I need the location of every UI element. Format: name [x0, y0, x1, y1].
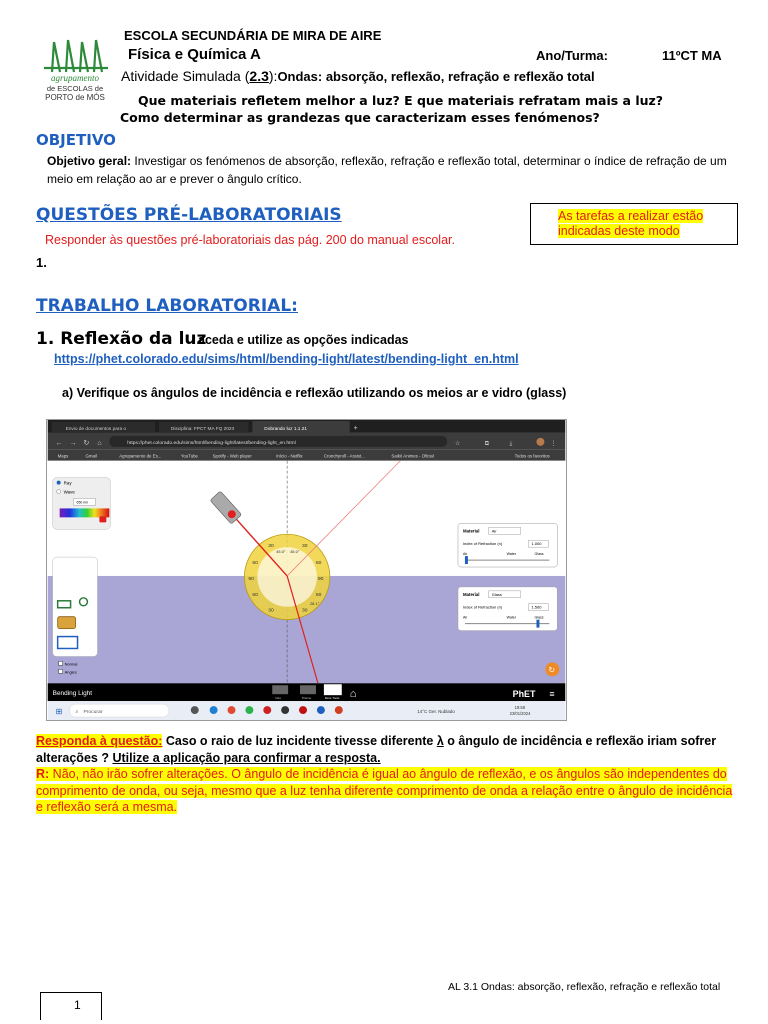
bookmark-7[interactable]: Crunchyroll - Assist...	[323, 453, 365, 459]
task-legend-box	[530, 203, 738, 245]
weather-widget[interactable]: 14°C Ger. Nublado	[417, 709, 455, 715]
chrome-icon[interactable]	[228, 706, 236, 714]
menu-icon[interactable]: ⋮	[550, 440, 557, 447]
windows-start-icon[interactable]: ⊞	[55, 707, 63, 717]
angle-reflect-label: 45.0°	[290, 549, 300, 555]
prelab-heading: QUESTÕES PRÉ-LABORATORIAIS	[36, 205, 342, 225]
taskbar-apps	[191, 706, 343, 714]
task-legend-line-2: indicadas deste modo	[558, 224, 680, 238]
angles-checkbox-label: Angles	[64, 669, 77, 675]
wave-radio-label: Wave	[63, 489, 75, 495]
guiding-question-2: Como determinar as grandezas que caracterizam esses fenómenos?	[120, 110, 600, 125]
page-number: 1	[74, 998, 81, 1012]
bottom-index-slider-thumb[interactable]	[536, 620, 539, 628]
nav-more-tools-label: More Tools	[324, 696, 340, 701]
activity-line	[121, 68, 595, 84]
protractor-tick-3: 60	[252, 561, 258, 567]
guiding-question-1: Que materiais refletem melhor a luz? E que materiais refratam mais a luz?	[138, 93, 664, 108]
browser-tab-2-label: Disciplina: FPCT MA FQ 2023	[170, 426, 235, 432]
bottom-material-label: Material	[462, 591, 480, 597]
ano-turma-label: Ano/Turma:	[536, 48, 608, 63]
wavelength-spectrum-slider[interactable]	[60, 508, 110, 517]
browser-tab-3-label: Dobrando luz 1.1.21	[264, 426, 308, 432]
app-icon-6[interactable]	[281, 706, 289, 714]
bookmark-1[interactable]: Maps	[57, 453, 69, 459]
question-part-2: o ângulo de incidência e reflexão iriam sofrer alterações ?	[36, 734, 717, 765]
taskbar-search-placeholder: Procurar	[83, 710, 103, 716]
activity-number: 2.3	[249, 68, 269, 84]
angles-checkbox[interactable]	[59, 669, 63, 673]
bookmark-2[interactable]: Gmail	[85, 453, 97, 459]
browser-tab-1-label: Envio de documentos para o	[65, 426, 127, 432]
bookmark-6[interactable]: Início - Netflix	[276, 453, 303, 459]
footer-text: AL 3.1 Ondas: absorção, reflexão, refração e reflexão total	[448, 981, 721, 993]
new-tab-icon[interactable]: +	[353, 424, 358, 432]
task-legend-line-1: As tarefas a realizar estão	[558, 209, 704, 223]
objetivo-label: Objetivo geral:	[47, 154, 132, 168]
wavelength-value: 650 nm	[76, 500, 89, 505]
bookmark-5[interactable]: Spotify - Web player	[212, 453, 252, 459]
protractor-tick-8: 60	[315, 592, 322, 598]
protractor-tick-4: 60	[315, 561, 322, 567]
wavelength-slider-thumb[interactable]	[99, 516, 106, 522]
prelab-item: 1.	[36, 255, 47, 270]
section-title: Reflexão da luz	[60, 329, 207, 349]
normal-checkbox[interactable]	[59, 661, 63, 665]
bottom-slider-label-air: Air	[462, 615, 468, 620]
nav-prisms[interactable]	[300, 685, 316, 694]
phet-menu-icon[interactable]: ≡	[549, 689, 555, 700]
page-number-tab	[40, 992, 102, 1020]
bookmark-8[interactable]: Saikō Animes - Oficial	[391, 453, 434, 459]
school-name: ESCOLA SECUNDÁRIA DE MIRA DE AIRE	[124, 28, 382, 43]
spotify-icon[interactable]	[245, 706, 253, 714]
objetivo-heading: OBJETIVO	[36, 131, 116, 149]
objetivo-text	[47, 152, 737, 188]
protractor-tick-6: 90	[317, 576, 324, 582]
nav-intro[interactable]	[272, 685, 288, 694]
protractor-tick-2: 30	[302, 544, 308, 550]
question-cta: Utilize a aplicação para confirmar a resposta.	[112, 750, 381, 765]
question-part-1: Caso o raio de luz incidente tivesse diferente	[162, 734, 437, 748]
bottom-index-value: 1.500	[531, 604, 542, 610]
app-icon-9[interactable]	[335, 706, 343, 714]
top-material-label: Material	[462, 528, 480, 534]
protractor-tick-5: 90	[248, 576, 254, 582]
lab-heading: TRABALHO LABORATORIAL:	[36, 296, 298, 316]
bookmark-folder[interactable]: Todos os favoritos	[514, 453, 550, 459]
section-note: aceda e utilize as opções indicadas	[198, 333, 409, 347]
logo-word-1: agrupamento	[51, 73, 99, 83]
lambda-symbol: λ	[436, 734, 444, 748]
clock-time: 19:58	[514, 705, 526, 711]
bottom-material-value: Glass	[491, 591, 502, 597]
reset-icon: ↻	[548, 665, 556, 675]
nav-prisms-label: Prisms	[302, 696, 312, 701]
star-icon[interactable]: ☆	[455, 440, 461, 447]
top-slider-label-water: Water	[506, 552, 517, 557]
logo-word-2: de ESCOLAS de	[46, 84, 104, 93]
item-a: a) Verifique os ângulos de incidência e reflexão utilizando os meios ar e vidro (glass)	[62, 386, 567, 400]
top-slider-label-air: Air	[462, 552, 468, 557]
angle-incident-label: 45.0°	[276, 549, 286, 555]
section-reflexao	[36, 329, 206, 349]
phet-brand: PhET	[512, 689, 536, 700]
phet-screenshot	[46, 419, 567, 721]
download-icon[interactable]: ⤓	[509, 440, 513, 447]
app-icon-5[interactable]	[263, 706, 271, 714]
answer-r-label: R:	[36, 767, 50, 781]
ray-radio-label: Ray	[63, 480, 72, 486]
school-logo	[36, 38, 114, 106]
bottom-slider-label-water: Water	[506, 615, 517, 620]
protractor-tick-7: 60	[252, 592, 258, 598]
wave-radio[interactable]	[57, 490, 61, 494]
clock-date: 23/01/2024	[509, 711, 531, 717]
activity-title: Ondas: absorção, reflexão, refração e reflexão total	[277, 69, 595, 84]
prelab-instruction: Responder às questões pré-laboratoriais das pág. 200 do manual escolar.	[45, 233, 455, 247]
back-icon[interactable]: ←	[55, 439, 63, 447]
turma-value: 11ºCT MA	[662, 48, 722, 63]
section-number: 1.	[36, 329, 61, 349]
home-icon[interactable]: ⌂	[97, 439, 102, 447]
answer-block	[36, 733, 736, 816]
protractor-tool-icon[interactable]	[58, 617, 76, 629]
home-screen-icon[interactable]: ⌂	[349, 688, 357, 701]
extensions-icon[interactable]: ⧉	[484, 440, 490, 447]
bookmark-4[interactable]: YouTube	[180, 453, 198, 459]
address-url: https://phet.colorado.edu/sims/html/bending-light/latest/bending-light_en.html	[127, 440, 296, 446]
answer-prompt: Responda à questão:	[36, 734, 163, 748]
logo-word-3: PORTO de MÓS	[45, 93, 105, 102]
top-material-value: Air	[491, 528, 497, 534]
angle-refract-label: 28.1°	[309, 600, 320, 606]
ray-radio[interactable]	[57, 481, 61, 485]
subject-title: Física e Química A	[128, 46, 261, 63]
taskview-icon[interactable]	[191, 706, 199, 714]
bottom-index-label: Index of Refraction (n)	[462, 604, 503, 610]
time-meter-icon[interactable]	[58, 637, 78, 649]
activity-prefix: Atividade Simulada (	[121, 68, 250, 84]
protractor-tick-9: 30	[268, 608, 274, 614]
answer-text: Não, não irão sofrer alterações. O ângulo de incidência é igual ao ângulo de reflexão, e os ângulos são independentes do comprimento de onda, ou seja, mesmo que a luz tenha diferente comprimento de onda a relação entre o ângulo de incidência e reflexão será a mesma.	[36, 767, 733, 814]
bottom-slider-label-glass: Glass	[534, 615, 544, 620]
intensity-meter-icon[interactable]	[58, 601, 71, 608]
phet-link[interactable]: https://phet.colorado.edu/sims/html/bending-light/latest/bending-light_en.html	[54, 352, 519, 366]
top-index-slider-thumb[interactable]	[465, 556, 468, 564]
profile-avatar[interactable]	[536, 438, 544, 446]
bookmark-3[interactable]: Agrupamento de Es...	[119, 453, 162, 459]
nav-more-tools[interactable]	[324, 684, 342, 695]
activity-mid: ):	[268, 68, 278, 84]
objetivo-body: Investigar os fenómenos de absorção, reflexão, refração e reflexão total, determinar o índice de refração de um meio em relação ao ar e prever o ângulo crítico.	[47, 154, 727, 186]
app-icon-7[interactable]	[299, 706, 307, 714]
normal-checkbox-label: Normal	[64, 661, 78, 667]
search-icon: ⌕	[75, 710, 79, 716]
protractor-tick-1: 30	[268, 544, 274, 550]
reload-icon[interactable]: ↻	[83, 439, 90, 447]
nav-intro-label: Intro	[275, 696, 282, 701]
app-title: Bending Light	[52, 690, 93, 698]
edge-icon[interactable]	[210, 706, 218, 714]
top-index-label: Index of Refraction (n)	[462, 541, 503, 547]
forward-icon[interactable]: →	[69, 439, 77, 447]
protractor-tick-10: 30	[302, 608, 308, 614]
top-slider-label-glass: Glass	[534, 552, 544, 557]
app-icon-8[interactable]	[317, 706, 325, 714]
top-index-value: 1.000	[531, 541, 542, 547]
